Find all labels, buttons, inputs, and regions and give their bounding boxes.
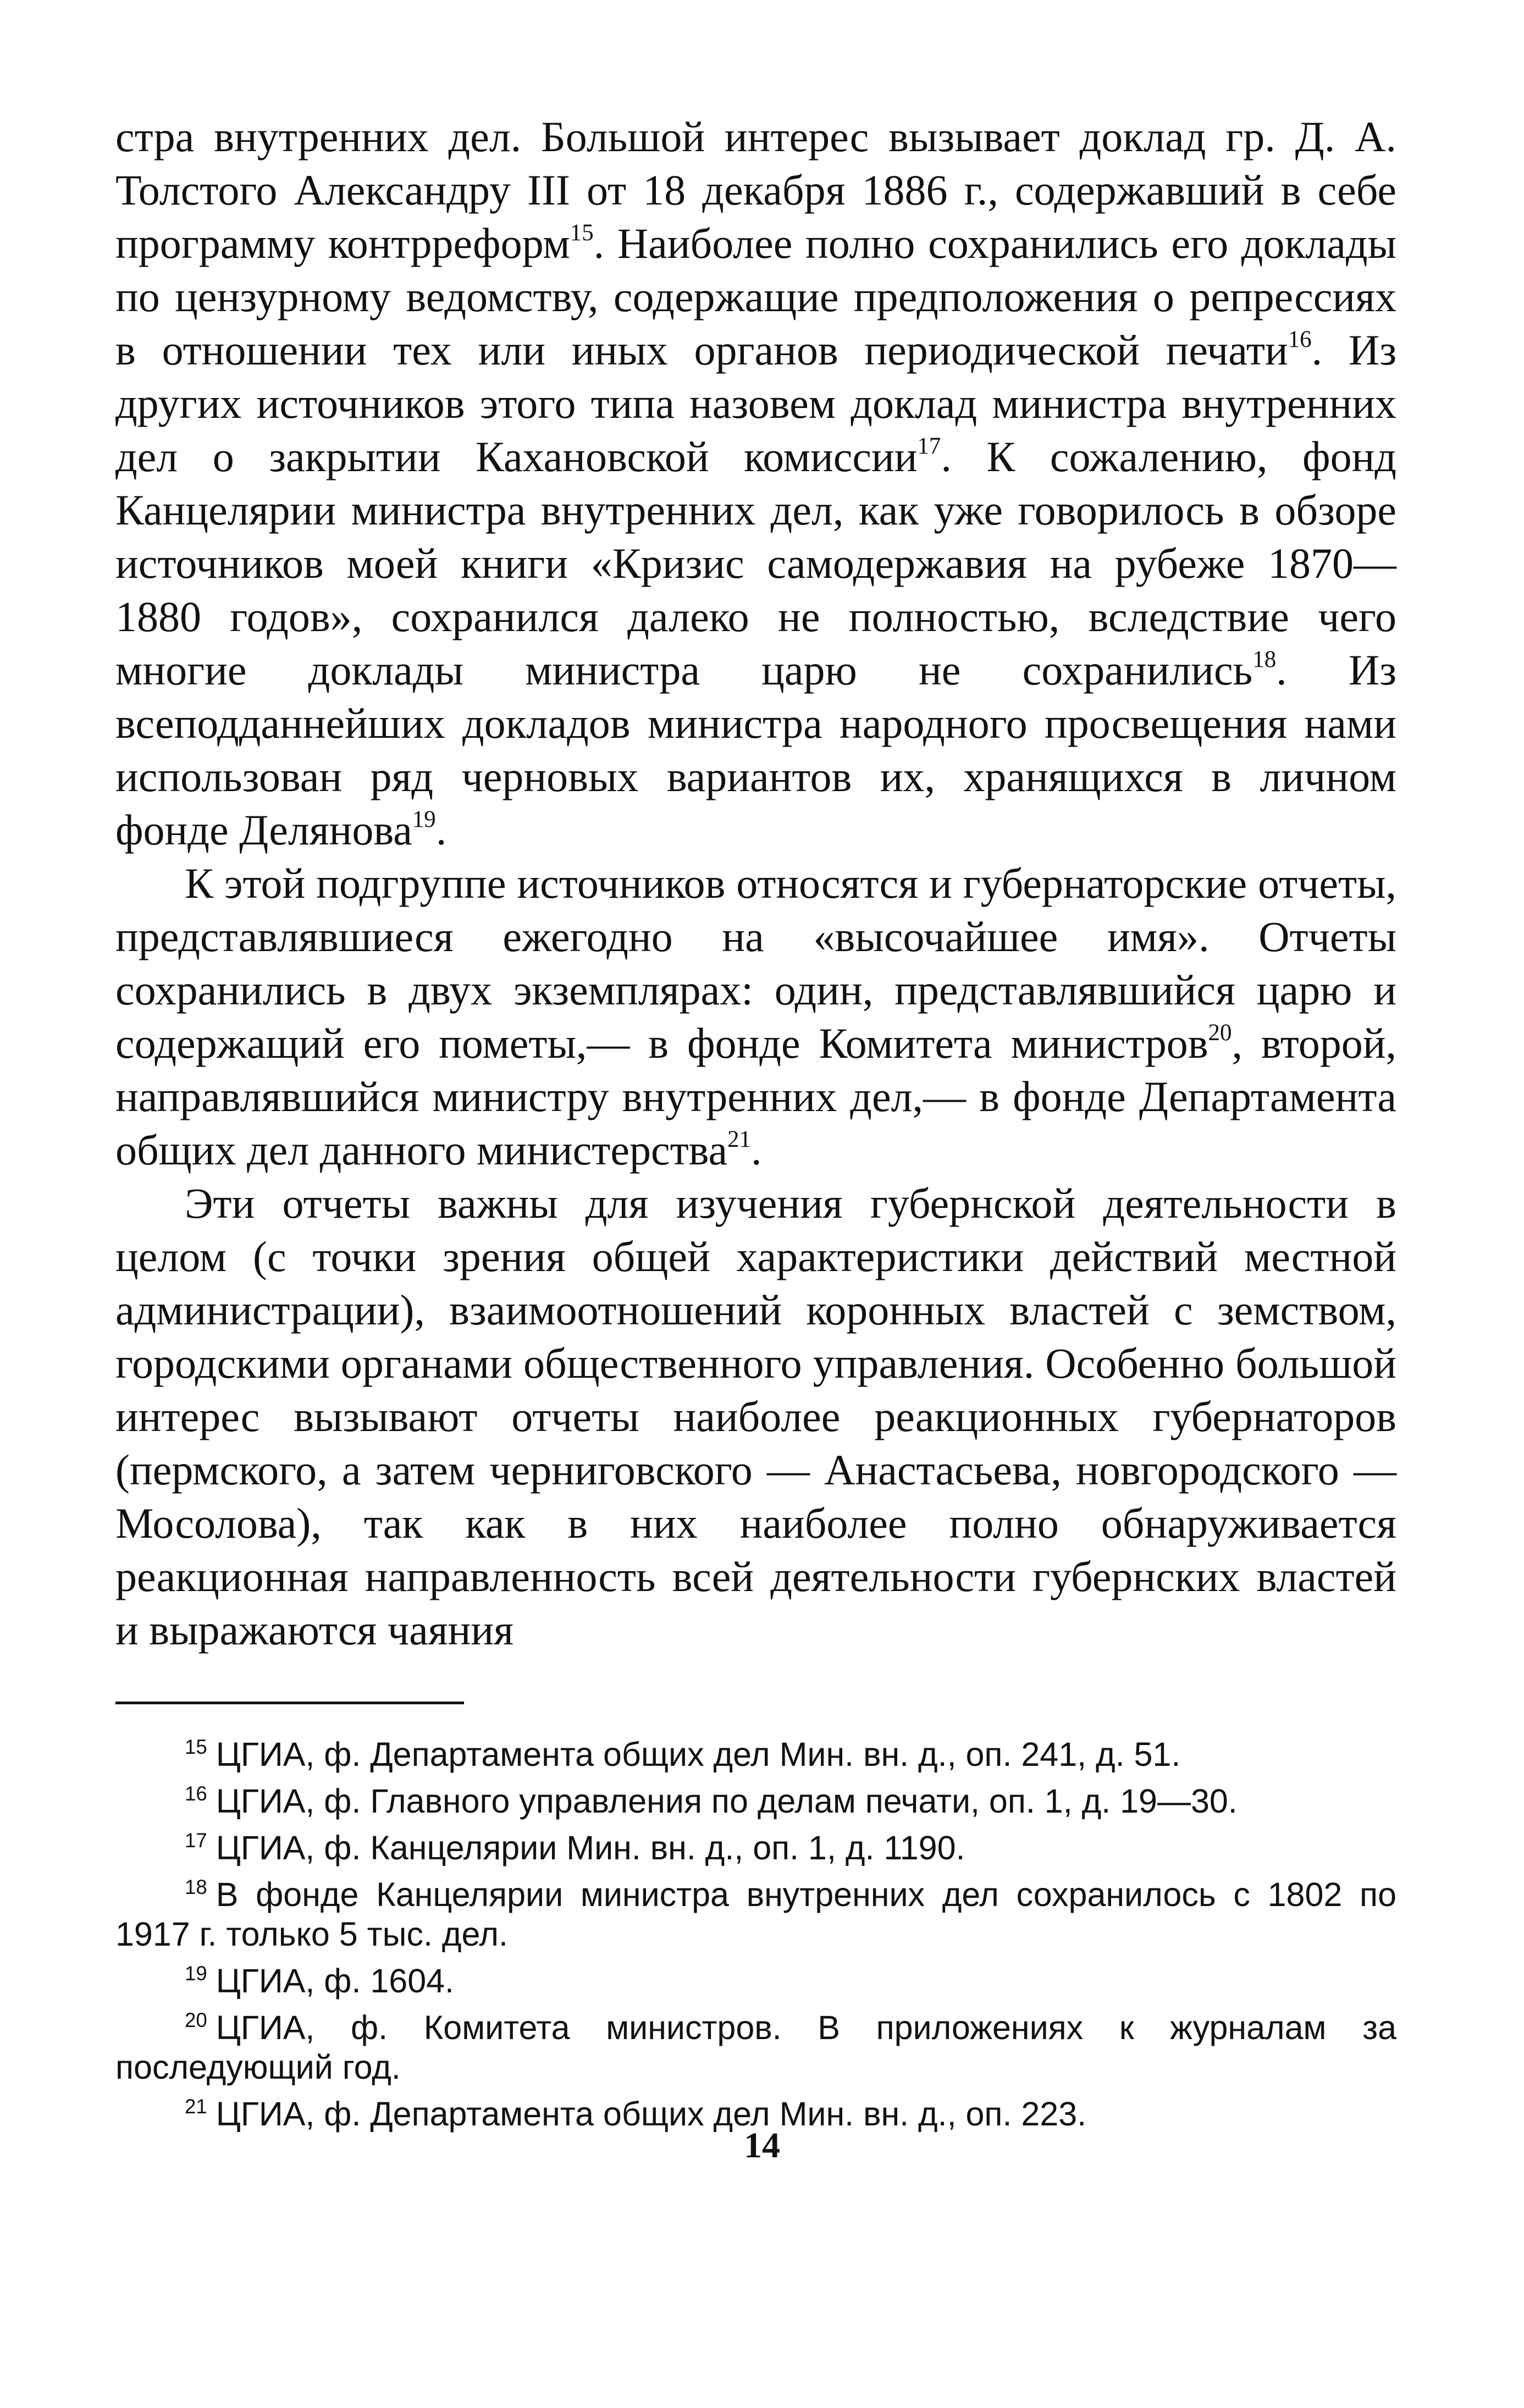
- text-run: . Из всеподданнейших докладов министра народного просвещения нами использован ряд черновых вариантов их, хранящихся в личном фонде Делянова: [115, 646, 1396, 854]
- text-run: .: [435, 806, 447, 854]
- footnote-16: [115, 1774, 1396, 1821]
- page-number: 14: [744, 2125, 780, 2166]
- text-run: , второй, направлявшийся министру внутренних дел,— в фонде Департамента общих дел данного министерства: [115, 1019, 1397, 1174]
- footnote-number: 15: [185, 1736, 207, 1758]
- text-run: К этой подгруппе источников относятся и губернаторские отчеты, представлявшиеся ежегодно на «высочайшее имя». Отчеты сохранились в двух экземплярах: один, представлявшийся царю и содержащий его пометы,— в фонде Комитета министров: [115, 859, 1396, 1067]
- footnote-number: 20: [185, 2008, 207, 2031]
- footnote-reference: 17: [917, 433, 941, 459]
- footnote-reference: 19: [412, 806, 436, 832]
- footnote-17: [115, 1821, 1396, 1868]
- footnote-reference: 18: [1252, 646, 1277, 672]
- footnote-number: 21: [185, 2095, 207, 2118]
- footnote-text: ЦГИА, ф. Департамента общих дел Мин. вн. д., оп. 241, д. 51.: [216, 1735, 1181, 1773]
- paragraph-2: [115, 857, 1396, 1177]
- paragraph-3: [115, 1177, 1396, 1656]
- footnote-text: ЦГИА, ф. Комитета министров. В приложениях к журналам за последующий год.: [115, 2008, 1396, 2086]
- footnote-reference: 15: [570, 219, 594, 246]
- footnote-number: 16: [185, 1782, 207, 1805]
- text-run: стра внутренних дел. Большой интерес вызывает доклад гр. Д. А. Толстого Александру III от 18 декабря 1886 г., содержавший в себе программу контрреформ: [115, 113, 1396, 267]
- text-run: Эти отчеты важны для изучения губернской деятельности в целом (с точки зрения общей характеристики действий местной администрации), взаимоотношений коронных властей с земством, городскими органами общественного управления. Особенно большой интерес вызывают отчеты наиболее реакционных губернаторов (пермского, а затем черниговского — Анастасьева, новгородского — Мосолова), так как в них наиболее полно обнаруживается реакционная направленность всей деятельности губернских властей и выражаются чаяния: [115, 1179, 1396, 1654]
- footnote-number: 17: [185, 1829, 207, 1852]
- footnote-number: 18: [185, 1875, 207, 1898]
- footnote-20: [115, 2001, 1396, 2087]
- footnote-reference: 20: [1208, 1019, 1232, 1046]
- text-run: . К сожалению, фонд Канцелярии министра внутренних дел, как уже говорилось в обзоре источников моей книги «Кризис самодержавия на рубеже 1870—1880 годов», сохранился далеко не полностью, вследствие чего многие доклады министра царю не сохранились: [115, 433, 1396, 694]
- footnote-reference: 21: [727, 1126, 751, 1152]
- text-run: .: [751, 1126, 762, 1174]
- main-text: [115, 110, 1396, 1656]
- footnote-text: ЦГИА, ф. Канцелярии Мин. вн. д., оп. 1, д. 1190.: [216, 1829, 965, 1866]
- text-run: . Из других источников этого типа назовем доклад министра внутренних дел о закрытии Кахановской комиссии: [115, 326, 1397, 481]
- footnote-18: [115, 1868, 1396, 1954]
- footnote-text: ЦГИА, ф. Департамента общих дел Мин. вн. д., оп. 223.: [216, 2095, 1087, 2133]
- footnotes: [115, 1727, 1396, 2134]
- book-page: [115, 110, 1396, 2337]
- footnote-19: [115, 1954, 1396, 2001]
- footnote-text: ЦГИА, ф. 1604.: [216, 1962, 455, 2000]
- footnote-divider: [115, 1702, 464, 1704]
- footnote-text: В фонде Канцелярии министра внутренних дел сохранилось с 1802 по 1917 г. только 5 тыс. дел.: [115, 1875, 1396, 1953]
- footnote-reference: 16: [1288, 326, 1312, 352]
- paragraph-1: [115, 110, 1396, 857]
- footnote-number: 19: [185, 1962, 207, 1985]
- footnote-text: ЦГИА, ф. Главного управления по делам печати, оп. 1, д. 19—30.: [216, 1782, 1238, 1820]
- footnote-15: [115, 1727, 1396, 1774]
- text-run: . Наиболее полно сохранились его доклады по цензурному ведомству, содержащие предположения о репрессиях в отношении тех или иных органов периодической печати: [115, 219, 1396, 374]
